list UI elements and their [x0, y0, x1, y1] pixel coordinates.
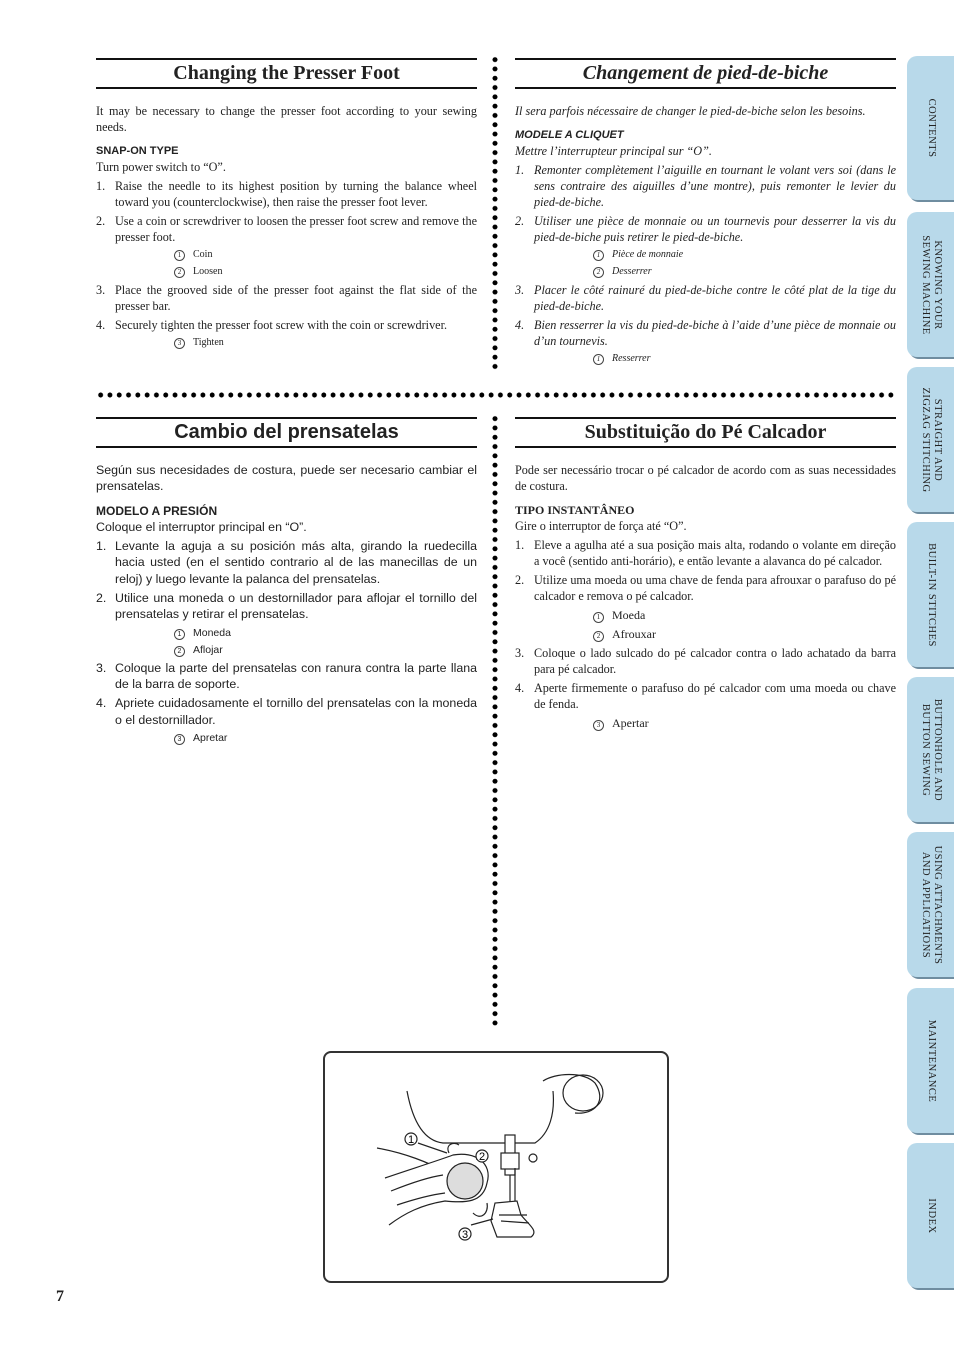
step-item	[515, 213, 896, 245]
section-title-bar	[515, 58, 896, 89]
note-text: Coin	[193, 249, 213, 260]
step-text: Eleve a agulha até a sua posição mais alta, rodando o volante em direção a você (sentido anti-horário), e então levante a alavanca do pé calcador.	[534, 538, 896, 568]
step-number: 3.	[96, 283, 106, 297]
callout-label-1: 1	[407, 1134, 415, 1146]
vertical-divider-bottom	[491, 414, 499, 1026]
step-item	[96, 660, 477, 693]
callout-label-2: 2	[478, 1151, 486, 1163]
note-tighten	[96, 731, 477, 745]
step-number: 1.	[515, 163, 525, 177]
illustration-svg	[325, 1053, 667, 1281]
step-text: Remonter complètement l’aiguille en tournant le volant vers soi (dans le sens contraire des aiguilles d’une montre), puis remonter le levier du pied-de-biche.	[534, 163, 896, 209]
step-number: 4.	[515, 681, 525, 695]
step-number: 2.	[96, 591, 107, 606]
note-coin	[96, 248, 477, 262]
step-text: Levante la aguja a su posición más alta, girando la ruedecilla hacia usted (en el sentido contrario al de las manecillas de un reloj) y luego levante la palanca del prensatelas.	[115, 539, 477, 586]
step-text: Utilize uma moeda ou uma chave de fenda para afrouxar o parafuso do pé calcador e remova o pé calcador.	[534, 573, 896, 603]
tab-built-in-stitches[interactable]	[907, 522, 954, 667]
power-instruction: Coloque el interruptor principal en “O”.	[96, 519, 307, 534]
step-number: 3.	[96, 660, 107, 675]
section-title: Changing the Presser Foot	[173, 62, 400, 84]
note-coin	[515, 607, 896, 623]
note-text: Resserrer	[612, 353, 651, 364]
step-number: 1.	[96, 539, 107, 554]
step-list	[96, 660, 477, 728]
leader-line-1	[418, 1143, 447, 1153]
marker-1: 1	[174, 250, 185, 261]
vertical-divider-top	[491, 55, 499, 373]
tab-contents[interactable]	[907, 56, 954, 200]
step-list	[515, 537, 896, 604]
step-number: 3.	[515, 646, 525, 660]
section-title: Substituição do Pé Calcador	[584, 421, 827, 443]
step-text: Utilice una moneda o un destornillador para aflojar el tornillo del prensatelas y retirar el prensatelas.	[115, 591, 477, 622]
section-english	[96, 58, 477, 353]
step-text: Raise the needle to its highest position by turning the balance wheel toward you (counterclockwise), then raise the presser foot lever.	[115, 179, 477, 209]
tab-label: BUTTONHOLE AND BUTTON SEWING	[919, 698, 943, 801]
note-text: Loosen	[193, 266, 223, 277]
tab-label: USING ATTACHMENTS AND APPLICATIONS	[919, 845, 943, 964]
step-list	[96, 538, 477, 622]
note-coin	[515, 248, 896, 262]
section-title: Changement de pied-de-biche	[582, 62, 829, 84]
presser-foot	[491, 1201, 534, 1237]
tab-straight-and-zigzag-stitching[interactable]	[907, 367, 954, 512]
step-list	[515, 282, 896, 349]
step-item	[515, 537, 896, 569]
page-number: 7	[56, 1288, 64, 1305]
step-item	[515, 645, 896, 677]
step-number: 2.	[515, 573, 525, 587]
presser-foot-illustration	[323, 1051, 669, 1283]
model-subheading: TIPO INSTANTÂNEO	[515, 503, 635, 517]
model-subheading: SNAP-ON TYPE	[96, 145, 179, 157]
step-text: Coloque la parte del prensatelas con ranura contra la parte llana de la barra de soporte.	[115, 660, 477, 691]
tab-using-attachments-and-applications[interactable]	[907, 832, 954, 977]
section-portuguese	[515, 417, 896, 734]
arrow-loosen	[448, 1143, 459, 1153]
step-list	[96, 178, 477, 245]
note-tighten	[515, 352, 896, 366]
section-title-bar	[96, 417, 477, 448]
note-text: Apretar	[193, 731, 228, 744]
step-item	[515, 680, 896, 712]
step-number: 2.	[515, 214, 525, 228]
intro-text: Pode ser necessário trocar o pé calcador de acordo com as suas necessidades de costura.	[515, 463, 896, 493]
step-text: Aperte firmemente o parafuso do pé calcador com uma moeda ou chave de fenda.	[534, 681, 896, 711]
step-number: 2.	[96, 214, 106, 228]
tab-buttonhole-and-button-sewing[interactable]	[907, 677, 954, 822]
marker-2: 2	[174, 646, 185, 657]
note-text: Apertar	[612, 716, 649, 730]
step-item	[96, 695, 477, 728]
note-tighten	[515, 715, 896, 731]
intro-text: It may be necessary to change the presser foot according to your sewing needs.	[96, 104, 477, 134]
section-spanish	[96, 417, 477, 748]
presser-foot-screw	[529, 1154, 537, 1162]
step-text: Utiliser une pièce de monnaie ou un tournevis pour desserrer la vis du pied-de-biche puis retirer le pied-de-biche.	[534, 214, 896, 244]
intro-text: Según sus necesidades de costura, puede ser necesario cambiar el prensatelas.	[96, 463, 477, 494]
note-text: Moneda	[193, 626, 231, 639]
note-text: Aflojar	[193, 643, 223, 656]
note-loosen	[96, 265, 477, 279]
note-text: Pièce de monnaie	[612, 249, 684, 260]
step-item	[515, 162, 896, 210]
callout-label-3: 3	[461, 1229, 469, 1241]
presser-foot-holder	[501, 1153, 519, 1169]
step-item	[515, 572, 896, 604]
step-item	[96, 538, 477, 587]
step-number: 4.	[515, 318, 525, 332]
section-title: Cambio del prensatelas	[174, 421, 399, 443]
model-subheading: MODELE A CLIQUET	[515, 129, 624, 141]
leader-line-3	[471, 1219, 493, 1225]
step-item	[96, 317, 477, 333]
step-item	[96, 213, 477, 245]
note-coin	[96, 626, 477, 640]
power-instruction: Gire o interruptor de força até “O”.	[515, 519, 687, 533]
step-list	[515, 162, 896, 245]
step-number: 4.	[96, 696, 107, 711]
marker-1: 1	[174, 629, 185, 640]
tab-label: KNOWING YOUR SEWING MACHINE	[919, 234, 943, 335]
tab-maintenance[interactable]	[907, 988, 954, 1133]
note-loosen	[96, 643, 477, 657]
marker-1: 1	[593, 250, 604, 261]
step-number: 1.	[515, 538, 525, 552]
step-item	[515, 282, 896, 314]
section-title-bar	[96, 58, 477, 89]
step-item	[515, 317, 896, 349]
step-text: Securely tighten the presser foot screw with the coin or screwdriver.	[115, 318, 448, 332]
tab-label: INDEX	[925, 1197, 937, 1234]
step-text: Coloque o lado sulcado do pé calcador contra o lado achatado da barra para pé calcador.	[534, 646, 896, 676]
note-loosen	[515, 265, 896, 279]
section-title-bar	[515, 417, 896, 448]
step-number: 3.	[515, 283, 525, 297]
step-item	[96, 590, 477, 623]
balance-wheel	[563, 1075, 603, 1111]
tab-label: BUILT-IN STITCHES	[925, 542, 937, 647]
step-text: Apriete cuidadosamente el tornillo del prensatelas con la moneda o el destornillador.	[115, 696, 477, 727]
note-loosen	[515, 626, 896, 642]
step-number: 4.	[96, 318, 106, 332]
marker-2: 2	[593, 267, 604, 278]
note-text: Tighten	[193, 337, 224, 348]
step-item	[96, 178, 477, 210]
marker-2: 2	[593, 631, 604, 642]
tab-index[interactable]	[907, 1143, 954, 1288]
intro-text: Il sera parfois nécessaire de changer le pied-de-biche selon les besoins.	[515, 104, 866, 118]
tab-knowing-your-sewing-machine[interactable]	[907, 212, 954, 357]
horizontal-divider	[96, 391, 896, 399]
step-text: Place the grooved side of the presser foot against the flat side of the presser bar.	[115, 283, 477, 313]
marker-3: 3	[174, 734, 185, 745]
step-number: 1.	[96, 179, 106, 193]
model-subheading: MODELO A PRESIÓN	[96, 503, 218, 518]
step-item	[96, 282, 477, 314]
power-instruction: Turn power switch to “O”.	[96, 160, 226, 174]
step-list	[96, 282, 477, 333]
marker-2: 2	[174, 267, 185, 278]
step-list	[515, 645, 896, 712]
marker-3: 3	[174, 338, 185, 349]
section-french	[515, 58, 896, 369]
note-text: Desserrer	[612, 266, 652, 277]
tab-label: STRAIGHT AND ZIGZAG STITCHING	[919, 386, 943, 493]
machine-head-outline	[407, 1091, 553, 1143]
tab-label: CONTENTS	[925, 98, 937, 158]
tab-label: MAINTENANCE	[925, 1019, 937, 1102]
marker-1: 1	[593, 354, 604, 365]
note-text: Moeda	[612, 608, 646, 622]
step-text: Bien resserrer la vis du pied-de-biche à l’aide d’une pièce de monnaie ou d’un tournevis.	[534, 318, 896, 348]
marker-1: 1	[593, 612, 604, 623]
note-tighten	[96, 336, 477, 350]
arrow-tighten	[473, 1203, 487, 1216]
coin	[447, 1163, 483, 1199]
power-instruction: Mettre l’interrupteur principal sur “O”.	[515, 144, 712, 158]
step-text: Use a coin or screwdriver to loosen the presser foot screw and remove the presser foot.	[115, 214, 477, 244]
step-text: Placer le côté rainuré du pied-de-biche contre le côté plat de la tige du pied-de-biche.	[534, 283, 896, 313]
marker-3: 3	[593, 720, 604, 731]
note-text: Afrouxar	[612, 627, 656, 641]
